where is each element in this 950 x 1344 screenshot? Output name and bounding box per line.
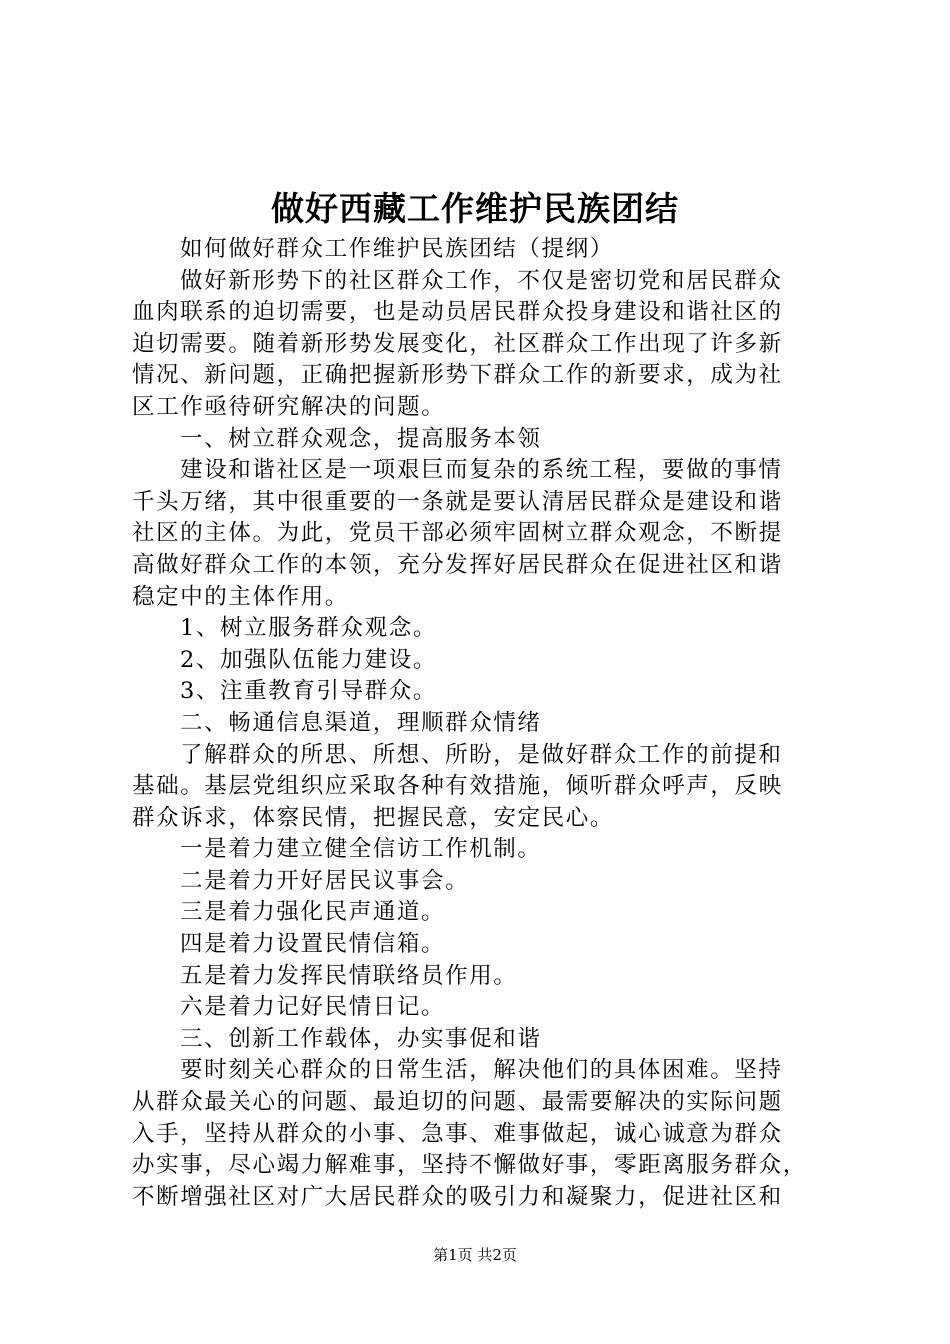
text-line: 稳定中的主体作用。 (132, 583, 349, 610)
text-line: 一是着力建立健全信访工作机制。 (180, 836, 542, 863)
text-line: 2、加强队伍能力建设。 (180, 646, 437, 673)
page-footer: 第1页 共2页 (433, 1246, 517, 1264)
text-line: 二、畅通信息渠道，理顺群众情绪 (180, 709, 542, 736)
text-line: 五是着力发挥民情联络员作用。 (180, 962, 518, 989)
text-line: 入手，坚持从群众的小事、急事、难事做起，诚心诚意为群众 (132, 1120, 783, 1147)
text-line: 群众诉求，体察民情，把握民意，安定民心。 (132, 804, 615, 831)
text-line: 迫切需要。随着新形势发展变化，社区群众工作出现了许多新 (132, 330, 783, 357)
text-line: 了解群众的所思、所想、所盼，是做好群众工作的前提和 (180, 741, 783, 768)
text-line: 3、注重教育引导群众。 (180, 678, 437, 705)
text-line: 三、创新工作载体，办实事促和谐 (180, 1025, 542, 1052)
text-line: 千头万绪，其中很重要的一条就是要认清居民群众是建设和谐 (132, 488, 783, 515)
text-line: 如何做好群众工作维护民族团结（提纲） (180, 236, 614, 262)
text-line: 血肉联系的迫切需要，也是动员居民群众投身建设和谐社区的 (132, 299, 783, 326)
text-line: 1、树立服务群众观念。 (180, 615, 437, 642)
text-line: 情况、新问题，正确把握新形势下群众工作的新要求，成为社 (132, 362, 783, 389)
text-line: 做好新形势下的社区群众工作，不仅是密切党和居民群众 (180, 267, 783, 294)
text-line: 二是着力开好居民议事会。 (180, 867, 470, 894)
text-line: 从群众最关心的问题、最迫切的问题、最需要解决的实际问题 (132, 1089, 783, 1116)
text-line: 要时刻关心群众的日常生活，解决他们的具体困难。坚持 (180, 1057, 783, 1084)
document-title: 做好西藏工作维护民族团结 (271, 189, 679, 228)
text-line: 不断增强社区对广大居民群众的吸引力和凝聚力，促进社区和 (132, 1183, 783, 1210)
text-line: 基础。基层党组织应采取各种有效措施，倾听群众呼声，反映 (132, 773, 783, 800)
text-line: 一、树立群众观念，提高服务本领 (180, 425, 542, 452)
text-line: 三是着力强化民声通道。 (180, 899, 446, 926)
text-line: 六是着力记好民情日记。 (180, 994, 446, 1021)
document-body (132, 234, 832, 1213)
text-line: 社区的主体。为此，党员干部必须牢固树立群众观念，不断提 (132, 520, 783, 547)
text-line: 区工作亟待研究解决的问题。 (132, 393, 446, 420)
text-line: 四是着力设置民情信箱。 (180, 931, 446, 958)
text-line: 建设和谐社区是一项艰巨而复杂的系统工程，要做的事情 (180, 457, 783, 484)
text-line: 办实事，尽心竭力解难事，坚持不懈做好事，零距离服务群众， (132, 1152, 807, 1179)
text-line: 高做好群众工作的本领，充分发挥好居民群众在促进社区和谐 (132, 551, 783, 578)
